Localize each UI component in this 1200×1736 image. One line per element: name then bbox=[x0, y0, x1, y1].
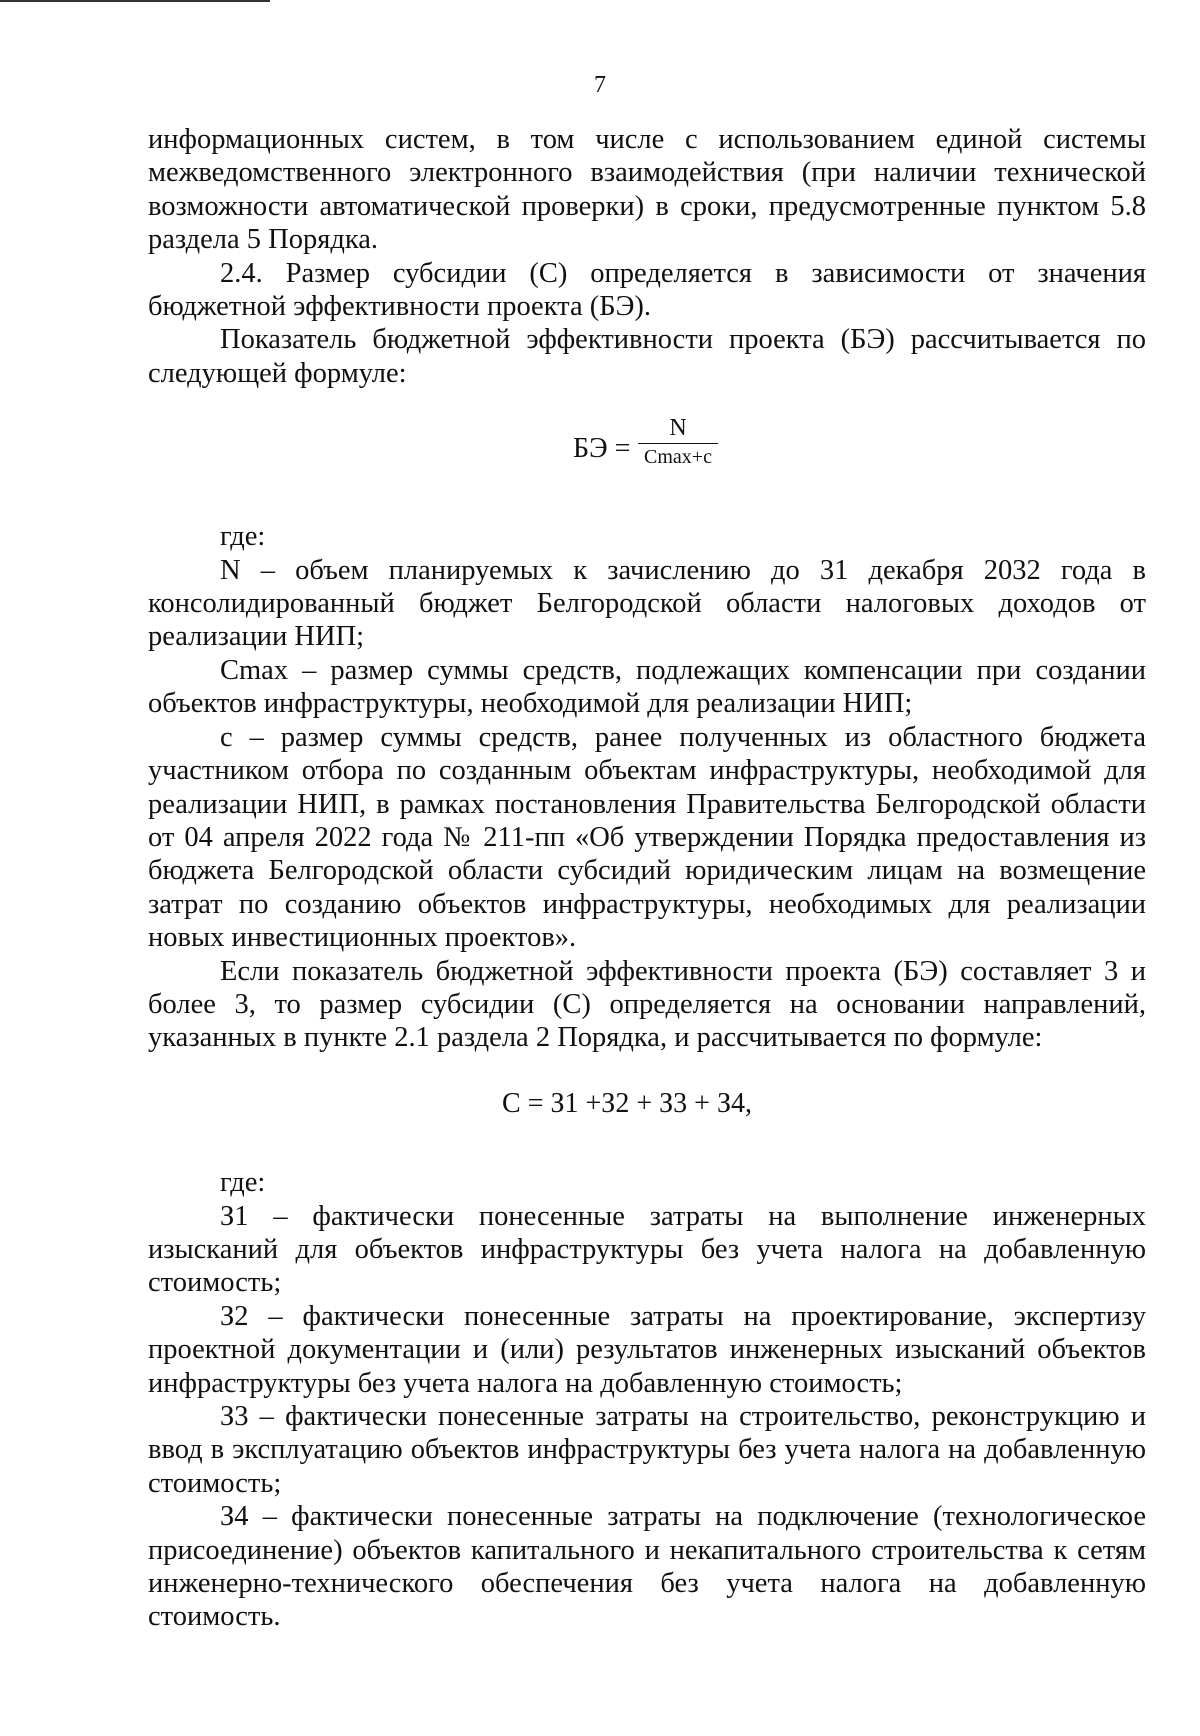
paragraph-information-systems: информационных систем, в том числе с использованием единой системы межведомственного электронного взаимодействия (при наличии технической возможности автоматической проверки) в сроки, предусмотренные пунктом 5.8 раздела 5 Порядка. bbox=[148, 124, 1146, 256]
definition-cmax: Cmax – размер суммы средств, подлежащих компенсации при создании объектов инфраструктуры, необходимой для реализации НИП; bbox=[148, 654, 1146, 720]
formula-subsidy: С = З1 +З2 + З3 + З4, bbox=[502, 1087, 752, 1119]
formula-budget-efficiency bbox=[148, 416, 1146, 480]
where-label-2: где: bbox=[220, 1167, 266, 1199]
where-label-1: где: bbox=[220, 521, 266, 553]
paragraph-budget-efficiency-intro: Показатель бюджетной эффективности проекта (БЭ) рассчитывается по следующей формуле: bbox=[148, 324, 1146, 389]
paragraph-2-4-subsidy-size: 2.4. Размер субсидии (С) определяется в зависимости от значения бюджетной эффективности проекта (БЭ). bbox=[148, 257, 1146, 323]
scan-top-edge-line bbox=[0, 0, 270, 2]
definition-n: N – объем планируемых к зачислению до 31 декабря 2032 года в консолидированный бюджет Белгородской области налоговых доходов от реализации НИП; bbox=[148, 554, 1146, 653]
formula-be-numerator: N bbox=[638, 416, 718, 444]
page-number: 7 bbox=[594, 72, 606, 98]
definition-z3: З3 – фактически понесенные затраты на строительство, реконструкцию и ввод в эксплуатацию объектов инфраструктуры без учета налога на добавленную стоимость; bbox=[148, 1401, 1146, 1499]
formula-be-denominator: Cmax+c bbox=[644, 446, 712, 469]
definition-z2: З2 – фактически понесенные затраты на проектирование, экспертизу проектной документации и (или) результатов инженерных изысканий объектов инфраструктуры без учета налога на добавленную стоимость; bbox=[148, 1300, 1146, 1399]
formula-be-fraction bbox=[638, 416, 718, 467]
document-body bbox=[148, 123, 1146, 1634]
definition-z1: З1 – фактически понесенные затраты на выполнение инженерных изысканий для объектов инфраструктуры без учета налога на добавленную стоимость; bbox=[148, 1200, 1146, 1299]
paragraph-if-efficiency-3: Если показатель бюджетной эффективности проекта (БЭ) составляет 3 и более 3, то размер субсидии (С) определяется на основании направлений, указанных в пункте 2.1 раздела 2 Порядка, и рассчитывается по формуле: bbox=[148, 955, 1146, 1054]
formula-be-lhs: БЭ = bbox=[573, 433, 631, 465]
definition-z4: З4 – фактически понесенные затраты на подключение (технологическое присоединение) объектов капитального и некапитального строительства к сетям инженерно-технического обеспечения без учета налога на добавленную стоимость. bbox=[148, 1501, 1146, 1633]
definition-c: с – размер суммы средств, ранее полученных из областного бюджета участником отбора по созданным объектам инфраструктуры, необходимой для реализации НИП, в рамках постановления Правительства Белгородской области от 04 апреля 2022 года № 211-пп «Об утверждении Порядка предоставления из бюджета Белгородской области субсидий юридическим лицам на возмещение затрат по созданию объектов инфраструктуры, необходимых для реализации новых инвестиционных проектов». bbox=[148, 721, 1146, 954]
